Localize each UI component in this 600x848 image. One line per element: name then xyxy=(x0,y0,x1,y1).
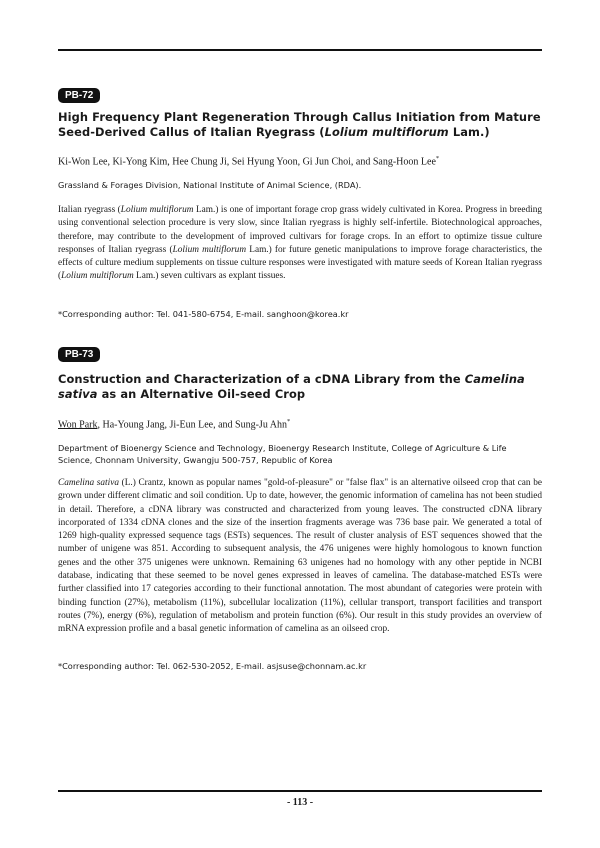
bottom-rule xyxy=(58,790,542,792)
species-name: Lolium multiflorum xyxy=(172,244,247,255)
top-rule xyxy=(58,49,542,51)
abstract-badge-pb72: PB-72 xyxy=(58,88,100,103)
abstract-text: Italian ryegrass ( xyxy=(58,205,121,215)
abstract-title-pb73 xyxy=(58,372,544,402)
title-text: Construction and Characterization of a cDNA Library from the xyxy=(58,372,465,386)
corresponding-author-pb72: *Corresponding author: Tel. 041-580-6754, E-mail. sanghoon@korea.kr xyxy=(58,309,349,319)
abstract-badge-pb73: PB-73 xyxy=(58,347,100,362)
abstract-text: Lam.) seven cultivars as explant tissues. xyxy=(133,271,286,282)
abstract-text: Lam.) is one of important forage crop grass widely cultivated in Korea. Progress in breeding using conventional selection procedure is very slow, since Italian ryegrass is highly self-infertile. Biotechnological approaches, therefore, may contribute to the development of improved cultivars for forage crops. In an effort to optimize tissue culture responses of Italian ryegrass ( xyxy=(58,205,543,255)
abstract-text: Lam.) for future genetic manipulations to improve forage characteristics, the effects of culture medium supplements on tissue culture responses were investigated with mature seeds of Korean Italian ryegrass ( xyxy=(58,244,543,282)
abstract-body-pb72 xyxy=(58,204,542,284)
title-species: Lolium multiflorum xyxy=(324,125,449,139)
authors-text: Ki-Won Lee, Ki-Yong Kim, Hee Chung Ji, Sei Hyung Yoon, Gi Jun Choi, and Sang-Hoon Lee xyxy=(58,156,436,168)
abstract-text: (L.) Crantz, known as popular names "gold-of-pleasure" or "false flax" is an alternative oilseed crop that can be grown under different climatic and soil condition. Up to date, however, the genomic information of camelina has not been studied in detail. Therefore, a cDNA library was constructed and characterized from young leaves. The constructed cDNA library incorporated of 1334 cDNA clones and the size of the insertion fragments average was 736 base pair. We generated a total of 1269 high-quality expressed sequence tags (ESTs) sequences. The result of cluster analysis of EST sequences showed that the number of unigene was 851. According to subsequent analysis, the 476 unigenes were highly homologous to known function genes and the other 375 unigenes were unknown. Remaining 63 unigenes had no homology with any other peptide in NCBI database, indicating that these seemed to be novel genes expressed in leaves of camelina. The database-matched ESTs were further classified into 17 categories according to their functional annotation. The most abundant of categories were protein with binding function (27%), metabolism (11%), subcellular localization (11%), cellular transport, transport facilities and transport routes (7%), energy (6%), regulation of metabolism and protein function (6%). Our result in this study provides an overview of mRNA expression profile and a basal genetic information of camelina as an oilseed crop. xyxy=(58,478,542,635)
author-list-pb73 xyxy=(58,415,542,431)
authors-text: , Ha-Young Jang, Ji-Eun Lee, and Sung-Ju Ahn xyxy=(97,419,287,431)
affiliation-pb73: Department of Bioenergy Science and Technology, Bioenergy Research Institute, College of Agriculture & Life Science, Chonnam University, Gwangju 500-757, Republic of Korea xyxy=(58,443,507,465)
species-name: Lolium multiflorum xyxy=(120,205,194,215)
corresponding-mark: * xyxy=(435,155,440,162)
presenting-author: Won Park xyxy=(58,419,98,431)
abstract-title-pb72 xyxy=(58,110,544,140)
affiliation-pb72: Grassland & Forages Division, National Institute of Animal Science, (RDA). xyxy=(58,180,362,190)
author-list-pb72 xyxy=(58,152,542,168)
species-name: Camelina sativa xyxy=(58,478,119,488)
corresponding-mark: * xyxy=(287,418,291,425)
page-number: - 113 - xyxy=(286,797,314,808)
title-species: Camelina sativa xyxy=(58,372,525,401)
species-name: Lolium multiflorum xyxy=(61,271,134,282)
corresponding-author-pb73: *Corresponding author: Tel. 062-530-2052, E-mail. asjsuse@chonnam.ac.kr xyxy=(58,661,367,671)
abstract-body-pb73 xyxy=(58,477,542,637)
title-text-end: Lam.) xyxy=(448,125,490,139)
title-text-end: as an Alternative Oil-seed Crop xyxy=(97,387,306,401)
title-text: High Frequency Plant Regeneration Through Callus Initiation from Mature Seed-Derived Callus of Italian Ryegrass ( xyxy=(58,110,541,139)
